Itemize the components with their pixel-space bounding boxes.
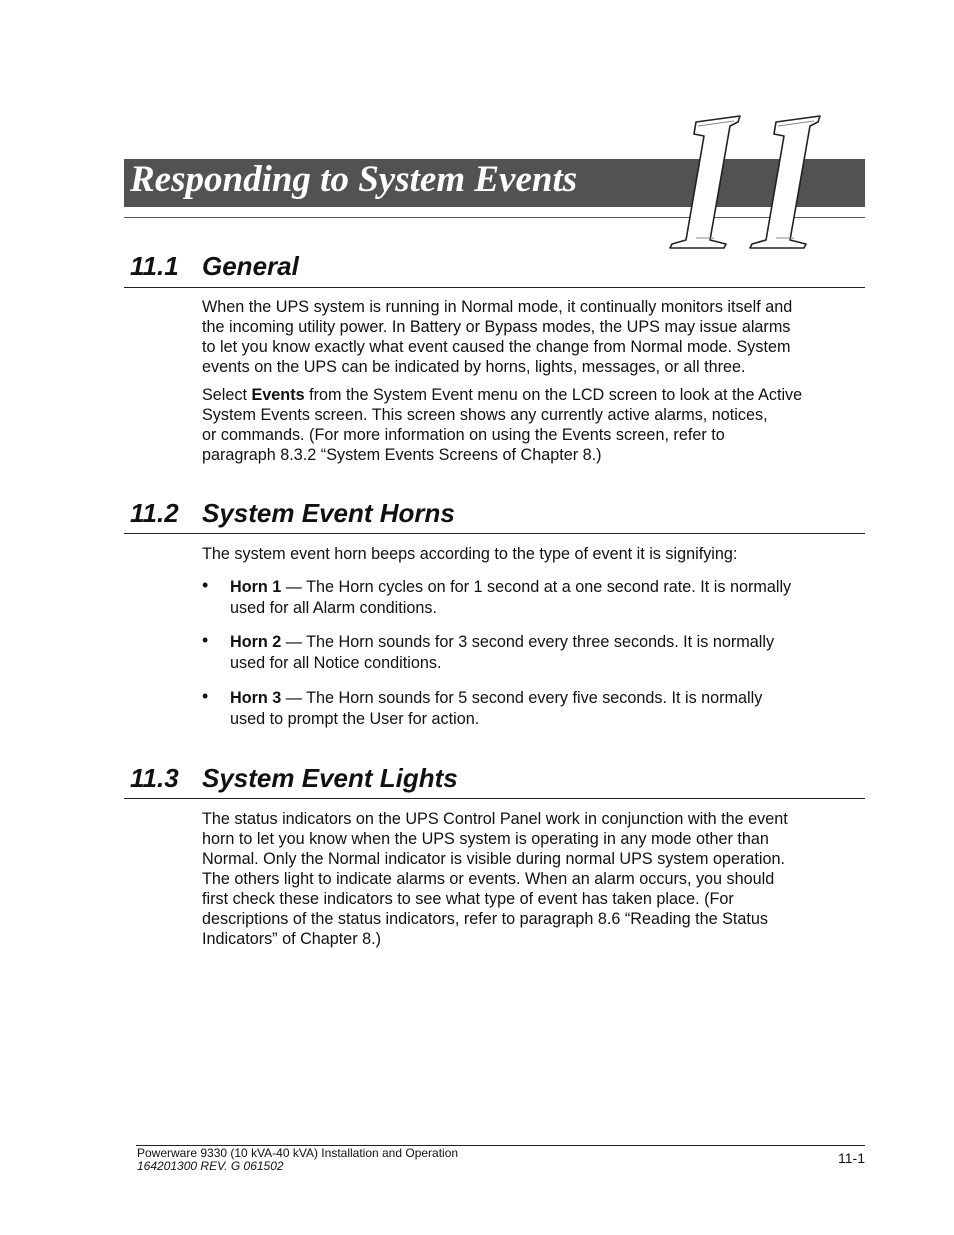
- text-line: When the UPS system is running in Normal mode, it continually monitors itself and: [202, 298, 793, 316]
- chapter-title: Responding to System Events: [130, 159, 578, 200]
- text-line: The others light to indicate alarms or events. When an alarm occurs, you should: [202, 870, 775, 888]
- text-line: horn to let you know when the UPS system is operating in any mode other than: [202, 830, 769, 848]
- text-line: paragraph 8.3.2 “System Events Screens of Chapter 8.): [202, 446, 602, 464]
- text-line: Indicators” of Chapter 8.): [202, 930, 382, 948]
- text-line: descriptions of the status indicators, refer to paragraph 8.6 “Reading the Status: [202, 910, 768, 928]
- text-span: from the System Event menu on the LCD screen to look at the Active: [304, 386, 803, 404]
- lights-paragraph: [202, 809, 852, 949]
- section-heading-horns: [130, 498, 455, 528]
- horns-intro: The system event horn beeps according to the type of event it is signifying:: [202, 545, 738, 563]
- text-line: [230, 688, 845, 709]
- section-rule: [124, 533, 865, 534]
- general-paragraph-2: [202, 385, 852, 465]
- text-line: The status indicators on the UPS Control Panel work in conjunction with the event: [202, 810, 788, 828]
- text-span: Select: [202, 386, 252, 404]
- chapter-number-text: 11: [668, 112, 670, 113]
- horn-label: Horn 3: [230, 689, 282, 707]
- text-line: used for all Notice conditions.: [230, 654, 442, 672]
- section-heading-general: [130, 251, 299, 281]
- section-rule: [124, 287, 865, 288]
- text-line: used to prompt the User for action.: [230, 710, 480, 728]
- bullet-text: [230, 632, 845, 674]
- text-span: — The Horn sounds for 3 second every three seconds. It is normally: [281, 633, 775, 651]
- bullet-text: [230, 688, 845, 730]
- page-number: 11-1: [838, 1150, 865, 1166]
- events-keyword: Events: [251, 386, 305, 404]
- text-line: events on the UPS can be indicated by horns, lights, messages, or all three.: [202, 358, 746, 376]
- horn-label: Horn 2: [230, 633, 282, 651]
- bullet-dot: •: [202, 575, 209, 595]
- section-number: 11.3: [130, 763, 179, 793]
- text-line: Normal. Only the Normal indicator is visible during normal UPS system operation.: [202, 850, 785, 868]
- footer-revision: 164201300 REV. G 061502: [137, 1159, 284, 1173]
- general-paragraph-1: [202, 297, 852, 377]
- text-line: to let you know exactly what event caused the change from Normal mode. System: [202, 338, 791, 356]
- bullet-dot: •: [202, 630, 209, 650]
- section-title-text: System Event Horns: [202, 498, 455, 528]
- text-line: [202, 385, 852, 405]
- text-line: or commands. (For more information on using the Events screen, refer to: [202, 426, 725, 444]
- section-rule: [124, 798, 865, 799]
- section-heading-lights: [130, 763, 458, 793]
- section-title-text: System Event Lights: [202, 763, 458, 793]
- chapter-number: [668, 112, 838, 252]
- section-number: 11.2: [130, 498, 179, 528]
- horn-label: Horn 1: [230, 578, 282, 596]
- bullet-text: [230, 577, 845, 619]
- footer-product-title: Powerware 9330 (10 kVA-40 kVA) Installation and Operation: [137, 1146, 459, 1160]
- text-span: — The Horn sounds for 5 second every five seconds. It is normally: [281, 689, 763, 707]
- section-number: 11.1: [130, 251, 179, 281]
- text-line: System Events screen. This screen shows any currently active alarms, notices,: [202, 406, 768, 424]
- section-title-text: General: [202, 251, 299, 281]
- text-line: first check these indicators to see what type of event has taken place. (For: [202, 890, 734, 908]
- text-span: — The Horn cycles on for 1 second at a one second rate. It is normally: [281, 578, 792, 596]
- text-line: used for all Alarm conditions.: [230, 599, 437, 617]
- text-line: [230, 632, 845, 653]
- bullet-dot: •: [202, 686, 209, 706]
- text-line: [230, 577, 845, 598]
- text-line: the incoming utility power. In Battery or Bypass modes, the UPS may issue alarms: [202, 318, 791, 336]
